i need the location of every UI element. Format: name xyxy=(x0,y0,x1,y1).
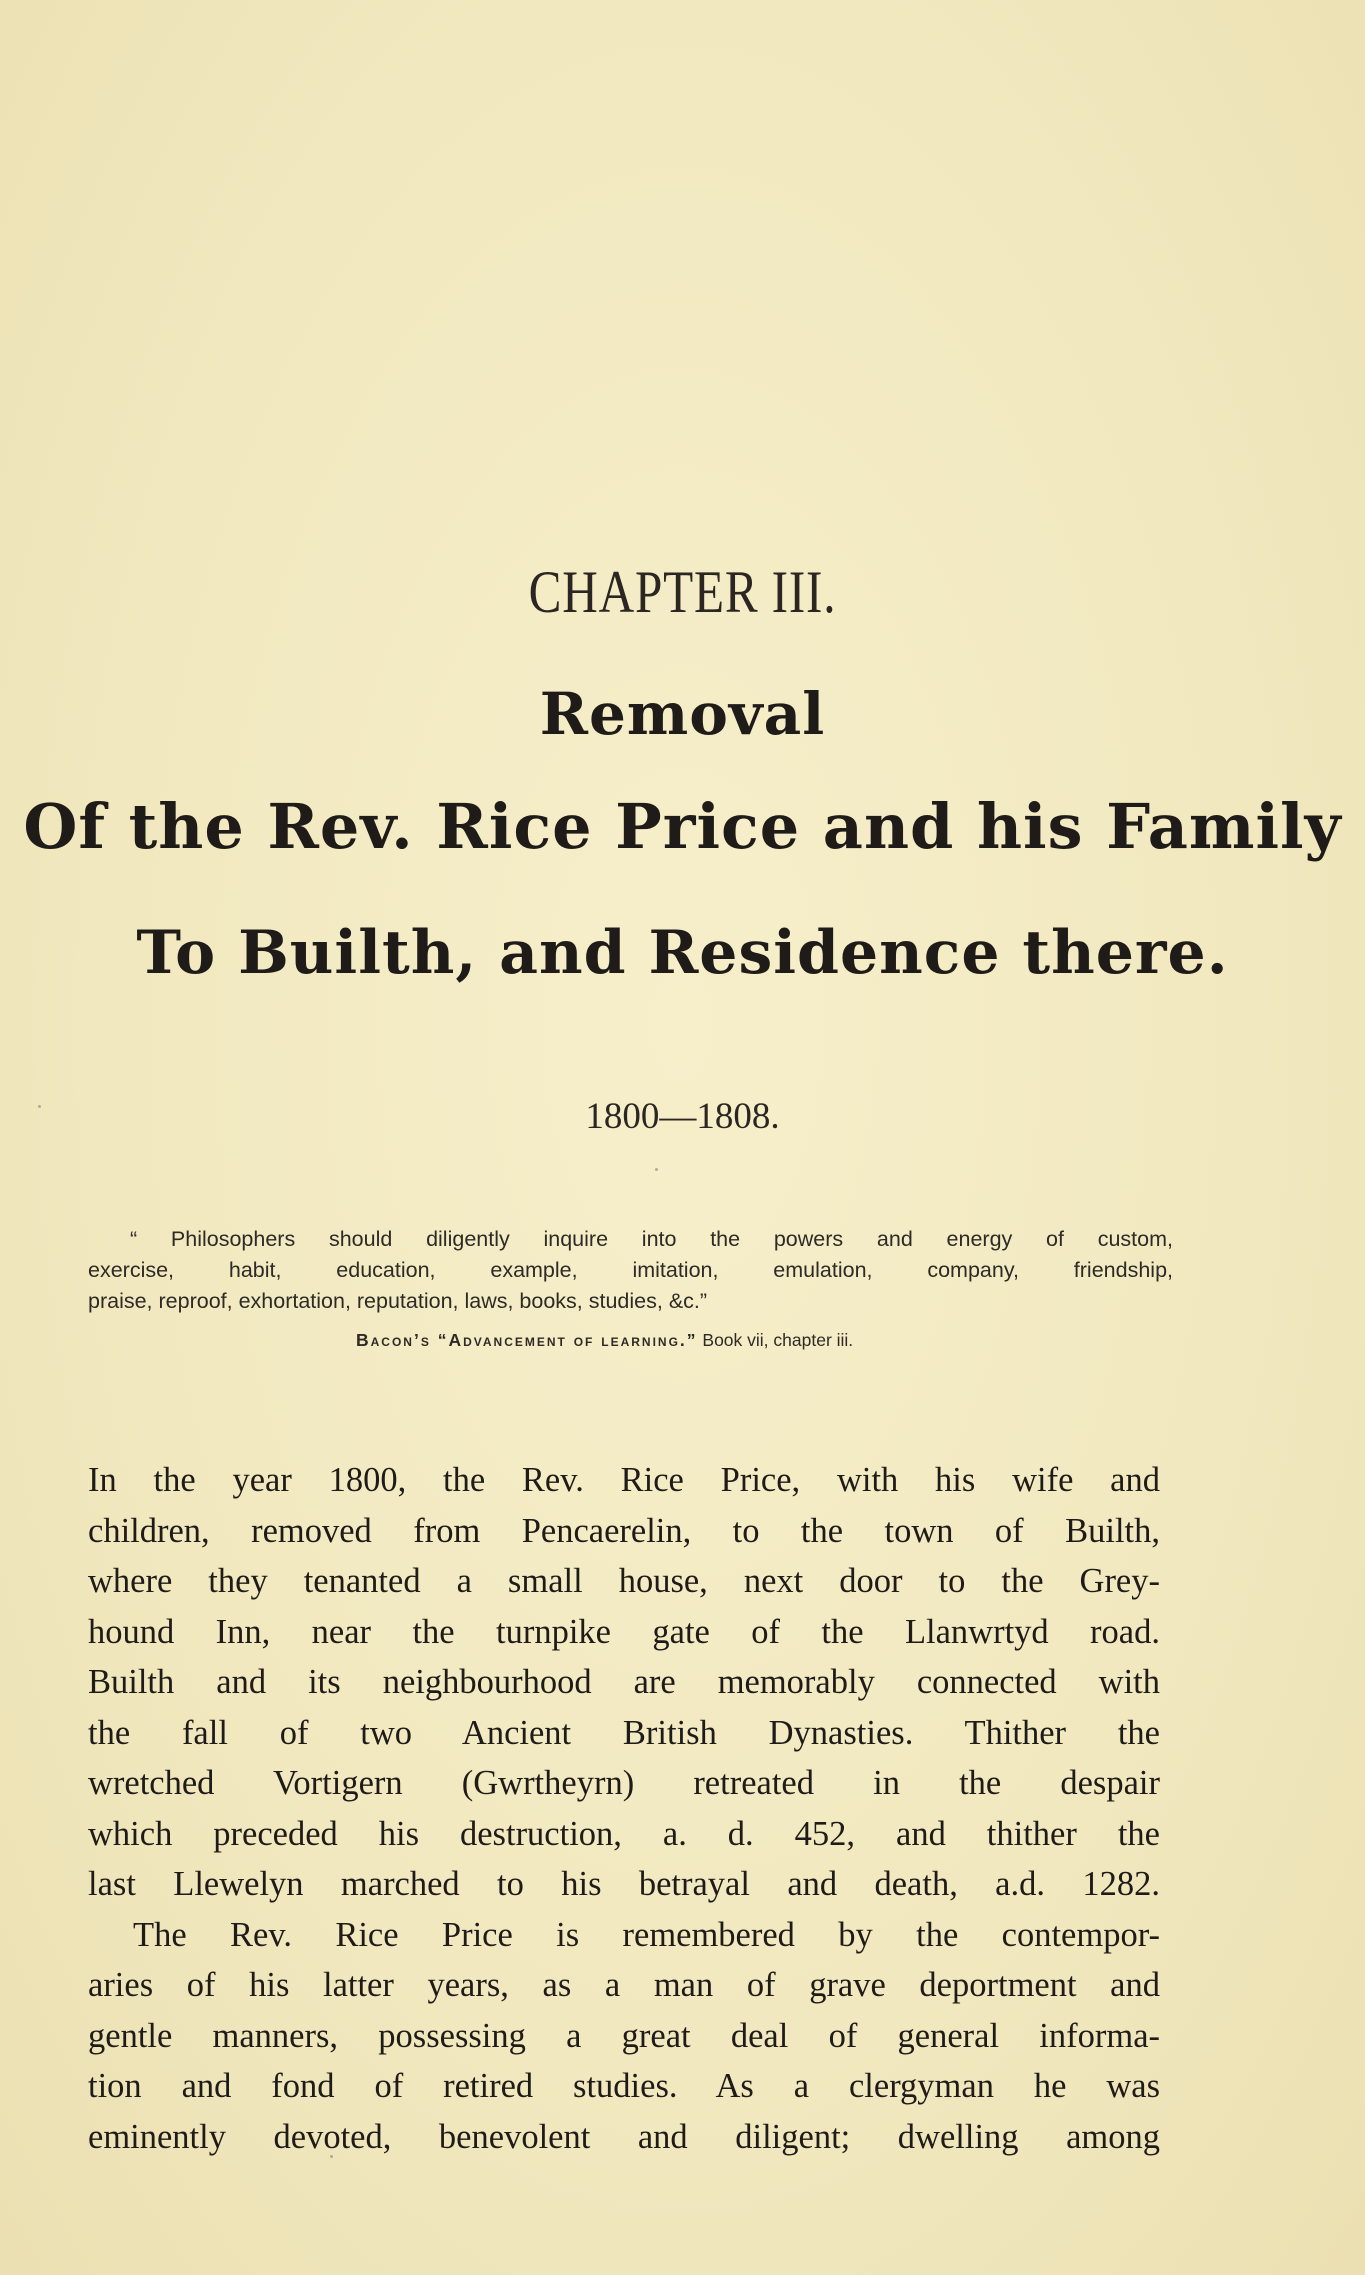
text-line: where they tenanted a small house, next door to the Grey- xyxy=(88,1562,1160,1600)
epigraph-citation xyxy=(356,1330,1176,1351)
chapter-heading: CHAPTER III. xyxy=(528,559,837,625)
chapter-years: 1800—1808. xyxy=(585,1096,780,1137)
text-line: wretched Vortigern (Gwrtheyrn) retreated in the despair xyxy=(88,1764,1160,1802)
body-text xyxy=(88,1455,1160,2162)
epigraph-line: exercise, habit, education, example, imitation, emulation, company, friendship, xyxy=(88,1258,1173,1282)
text-line: The Rev. Rice Price is remembered by the contempor- xyxy=(133,1915,1160,1954)
text-line: tion and fond of retired studies. As a clergyman he was xyxy=(88,2067,1160,2105)
text-line: aries of his latter years, as a man of grave deportment and xyxy=(88,1966,1160,2004)
text-line: In the year 1800, the Rev. Rice Price, with his wife and xyxy=(88,1461,1160,1499)
text-line: gentle manners, possessing a great deal of general informa- xyxy=(88,2016,1160,2055)
paper-speck xyxy=(330,2155,333,2158)
text-line: eminently devoted, benevolent and diligent; dwelling among xyxy=(88,2117,1160,2156)
text-line: last Llewelyn marched to his betrayal and death, a.d. 1282. xyxy=(88,1865,1160,1903)
epigraph xyxy=(88,1224,1173,1317)
text-line: Builth and its neighbourhood are memorably connected with xyxy=(88,1663,1160,1701)
paper-speck xyxy=(655,1168,658,1171)
citation-reference: Book vii, chapter iii. xyxy=(702,1330,854,1350)
epigraph-line: “ Philosophers should diligently inquire into the powers and energy of custom, xyxy=(130,1227,1173,1251)
text-line: the fall of two Ancient British Dynasties. Thither the xyxy=(88,1713,1160,1752)
chapter-title-line-2: Of the Rev. Rice Price and his Family xyxy=(23,790,1342,863)
citation-author: Bacon’s “Advancement of learning.” xyxy=(356,1330,698,1350)
text-line: children, removed from Pencaerelin, to the town of Builth, xyxy=(88,1511,1160,1550)
paper-speck xyxy=(38,1105,41,1108)
text-line: which preceded his destruction, a. d. 452, and thither the xyxy=(88,1814,1160,1853)
text-line: hound Inn, near the turnpike gate of the Llanwrtyd road. xyxy=(88,1612,1160,1651)
epigraph-line: praise, reproof, exhortation, reputation, laws, books, studies, &c.” xyxy=(88,1289,708,1313)
paragraph-2 xyxy=(88,1910,1160,2163)
chapter-title-line-3: To Builth, and Residence there. xyxy=(136,918,1229,988)
chapter-title-line-1: Removal xyxy=(539,680,826,748)
paragraph-1 xyxy=(88,1455,1160,1910)
